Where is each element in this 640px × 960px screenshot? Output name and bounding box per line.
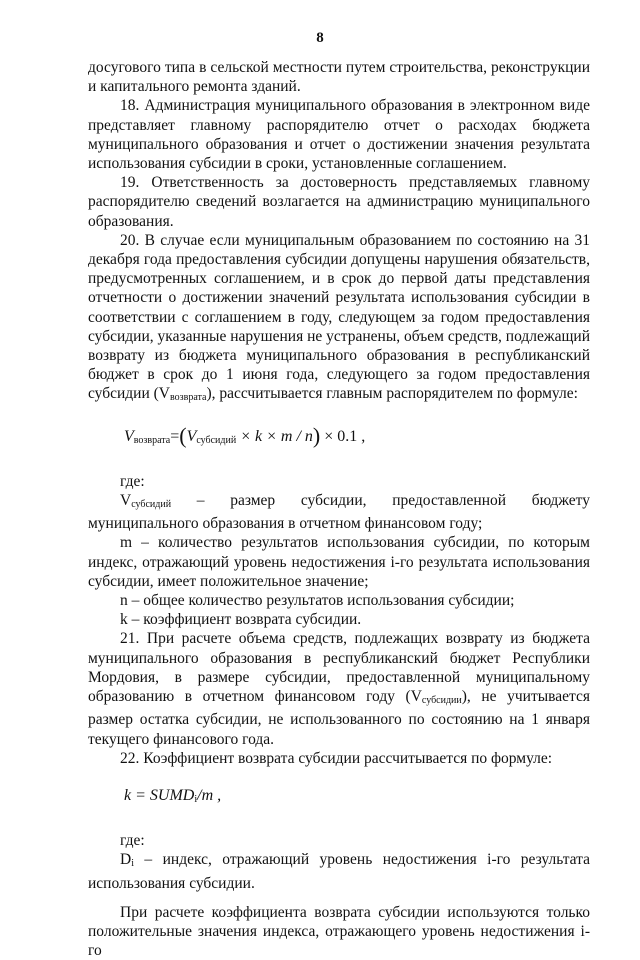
spacer [88,893,590,903]
paragraph-21-text-a: 21. При расчете объема средств, подлежащих возврату из бюджета муниципального образования в республиканский бюджет Республики Мордовия, в размере субсидии, предоставленной муниципальному образованию в отчетном финансовом году (V [88,630,590,706]
paragraph-19: 19. Ответственность за достоверность представляемых главному распорядителю сведений возлагается на администрацию муниципального образования. [88,174,590,230]
formula-1-body: × k × m / n [236,427,313,445]
where-label-1: где: [120,472,145,490]
formula-1-v2: V [186,427,197,445]
page-number: 8 [316,30,324,46]
definition-m: m – количество результатов использования субсидии, по которым индекс, отражающий уровень недостижения i-го результата использования субсидии, имеет положительное значение; [88,534,590,590]
formula-1-open-paren: ( [179,422,187,448]
formula-1-subscript-vozvrata: возврата [133,434,171,446]
paragraph-20-text-a: 20. В случае если муниципальным образованием по состоянию на 31 декабря года предоставления субсидии допущены нарушения обязательств, предусмотренных соглашением, и в срок до первой даты представления отчетности о достижении значений результата использования субсидии в соответствии с соглашением в году, следующем за годом предоставления субсидии, указанные нарушения не устранены, объем средств, подлежащий возврату из бюджета муниципального образования в республиканский бюджет в срок до 1 июня года, следующего за годом предоставления субсидии (V [88,231,590,403]
paragraph-21-text-b: ), не учитывается размер остатка субсидии, не использованного по состоянию на 1 января текущего финансового года. [88,688,590,748]
definition-v-subscript: субсидий [131,499,172,511]
paragraph-continuation: досугового типа в сельской местности путем строительства, реконструкции и капитального ремонта зданий. [88,59,590,96]
definition-di [88,850,590,892]
formula-return-amount [124,422,590,450]
document-body [88,58,590,960]
definition-di-rest: – индекс, отражающий уровень недостижения i-го результата использования субсидии. [88,851,590,892]
paragraph-21 [88,629,590,748]
formula-2-tail: /m , [197,786,222,804]
formula-1-tail: × 0.1 , [320,427,366,445]
paragraph-last: При расчете коэффициента возврата субсидии используются только положительные значения индекса, отражающего уровень недостижения i-го [88,903,590,960]
paragraph-22: 22. Коэффициент возврата субсидии рассчитывается по формуле: [120,749,553,767]
definition-k: k – коэффициент возврата субсидии. [120,611,362,629]
paragraph-20-subscript: возврата [170,392,207,404]
definition-v-rest: – размер субсидии, предоставленной бюджету муниципального образования в отчетном финансовом году; [88,492,590,533]
formula-1-subscript-subsidiy: субсидий [196,434,237,446]
definition-v-subsidiy [88,491,590,533]
paragraph-21-subscript: субсидии [421,695,462,707]
definition-di-main: D [120,851,132,869]
paragraph-20 [88,231,590,408]
formula-2-subscript: i [194,793,198,805]
definition-v-main: V [120,492,132,510]
paragraph-18: 18. Администрация муниципального образования в электронном виде представляет главному распорядителю отчет о расходах бюджета муниципального образования и отчет о достижении значения результата использования субсидии в сроки, установленные соглашением. [88,97,590,173]
formula-2-main: k = SUMD [124,786,195,804]
definition-n: n – общее количество результатов использования субсидии; [120,592,515,610]
formula-1-equals: = [170,427,180,445]
where-label-2: где: [120,832,145,850]
paragraph-20-text-b: ), рассчитывается главным распорядителем по формуле: [206,385,578,403]
formula-1-v: V [124,427,134,445]
formula-coefficient [124,786,590,809]
definition-di-subscript: i [131,858,134,870]
formula-1-close-paren: ) [312,422,321,448]
